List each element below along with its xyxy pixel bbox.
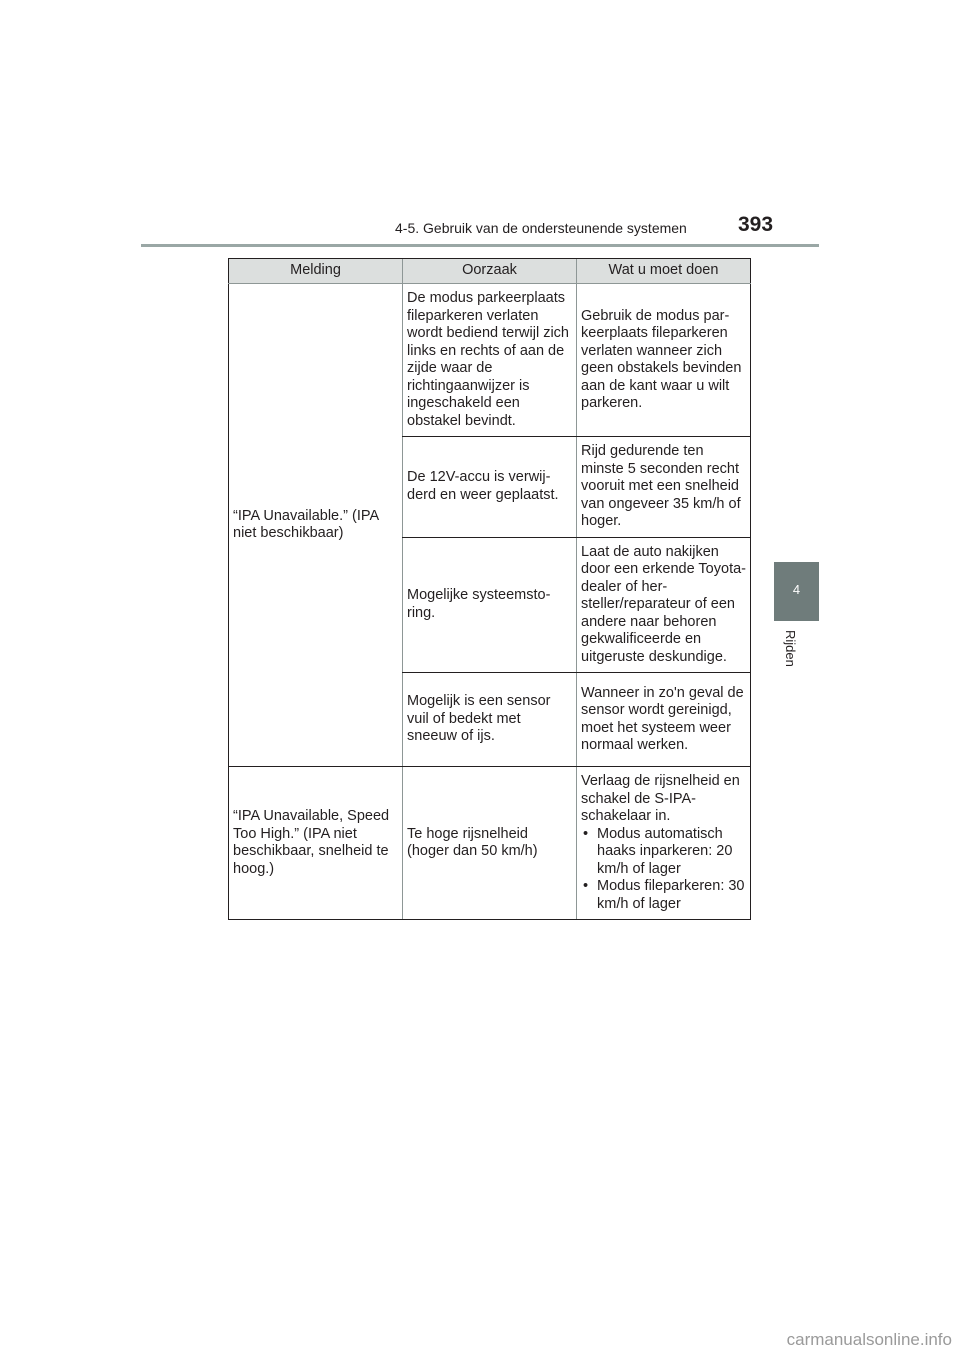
chapter-number: 4 <box>792 582 801 597</box>
cause-cell: De modus parkeerplaats fileparkeren verlaten wordt bediend terwijl zich links en rechts of aan de zijde waar de richtingaanwijzer is ingeschakeld een obstakel bevindt. <box>403 284 577 437</box>
page-number: 393 <box>738 213 774 236</box>
chapter-tab[interactable] <box>774 562 819 621</box>
action-cell: Rijd gedurende ten minste 5 seconden recht vooruit met een snelheid van ongeveer 35 km/h of hoger. <box>577 437 751 538</box>
cause-cell: De 12V-accu is verwijderd en weer geplaatst. <box>403 437 577 538</box>
table-row <box>229 284 751 437</box>
action-cell <box>577 767 751 920</box>
cause-cell: Te hoge rijsnelheid (hoger dan 50 km/h) <box>403 767 577 920</box>
message-cell: “IPA Unavailable, Speed Too High.” (IPA niet beschikbaar, snelheid te hoog.) <box>229 767 403 920</box>
header-divider <box>141 244 819 247</box>
action-cell: Wanneer in zo'n geval de sensor wordt gereinigd, moet het systeem weer normaal werken. <box>577 673 751 767</box>
list-item: • Modus automatisch haaks inparkeren: 20 km/h of lager <box>581 826 746 879</box>
chapter-label: Rijden <box>783 630 798 667</box>
column-header: Oorzaak <box>403 259 577 284</box>
table-row <box>229 767 751 920</box>
action-bullet-list <box>581 826 746 914</box>
action-cell: Laat de auto nakijken door een erkende Toyota-dealer of hersteller/reparateur of een andere naar behoren gekwalificeerde en uitgeruste deskundige. <box>577 537 751 673</box>
list-item: • Modus fileparkeren: 30 km/h of lager <box>581 878 746 913</box>
message-table <box>228 258 751 920</box>
column-header: Melding <box>229 259 403 284</box>
watermark: carmanualsonline.info <box>786 1330 952 1349</box>
action-intro: Verlaag de rijsnelheid en schakel de S-IPA-schakelaar in. <box>581 773 740 824</box>
section-title: 4-5. Gebruik van de ondersteunende systemen <box>395 220 687 236</box>
message-cell: “IPA Unavailable.” (IPA niet beschikbaar) <box>229 284 403 767</box>
cause-cell: Mogelijk is een sensor vuil of bedekt met sneeuw of ijs. <box>403 673 577 767</box>
column-header: Wat u moet doen <box>577 259 751 284</box>
action-cell: Gebruik de modus parkeerplaats fileparkeren verlaten wanneer zich geen obstakels bevinden aan de kant waar u wilt parkeren. <box>577 284 751 437</box>
table-header-row <box>229 259 751 284</box>
cause-cell: Mogelijke systeemstoring. <box>403 537 577 673</box>
